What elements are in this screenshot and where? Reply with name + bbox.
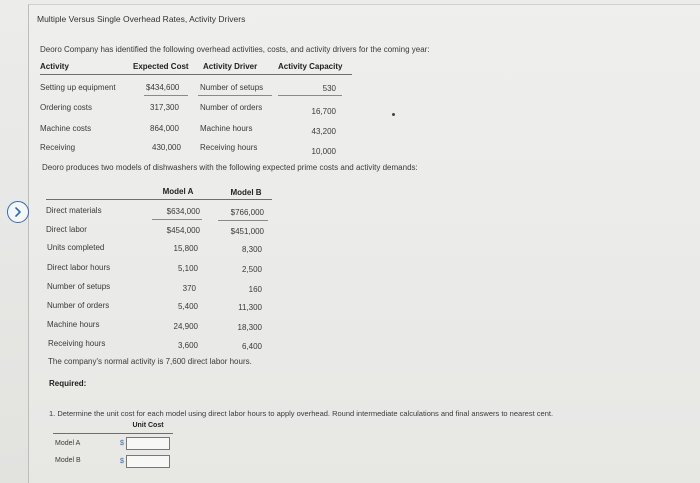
model-row-label: Number of setups bbox=[47, 282, 111, 291]
model-row-label: Direct labor bbox=[46, 225, 87, 234]
normal-activity-text: The company's normal activity is 7,600 direct labor hours. bbox=[48, 357, 252, 366]
model-row-label: Units completed bbox=[47, 243, 105, 252]
activity-cost: 864,000 bbox=[150, 124, 179, 133]
cell-underline bbox=[278, 95, 342, 96]
header-model-a: Model A bbox=[162, 187, 194, 196]
cell-underline bbox=[144, 95, 188, 96]
model-header-rule bbox=[46, 199, 272, 200]
activity-name: Machine costs bbox=[40, 124, 92, 133]
activity-name: Ordering costs bbox=[40, 103, 93, 112]
answer-header-rule bbox=[53, 433, 173, 434]
model-row-label: Direct materials bbox=[46, 206, 102, 215]
cell-underline bbox=[218, 220, 268, 221]
header-rule bbox=[40, 74, 352, 75]
question-1-text: 1. Determine the unit cost for each model using direct labor hours to apply overhead. Round intermediate calculations and final answers to nearest cent. bbox=[49, 409, 554, 418]
activity-capacity: 16,700 bbox=[311, 107, 336, 116]
model-row-label: Direct labor hours bbox=[47, 263, 111, 272]
answer-row-label: Model A bbox=[55, 440, 81, 447]
model-a-value: 3,600 bbox=[177, 341, 198, 350]
model-a-value: 5,100 bbox=[177, 264, 198, 273]
activity-cost: $434,600 bbox=[146, 83, 180, 92]
required-label: Required: bbox=[49, 379, 87, 388]
model-a-value: $454,000 bbox=[166, 226, 200, 235]
activity-driver: Receiving hours bbox=[200, 143, 258, 152]
model-b-value: $766,000 bbox=[230, 208, 264, 217]
model-row-label: Machine hours bbox=[47, 320, 100, 329]
cell-underline bbox=[152, 219, 202, 220]
model-a-unit-cost-input[interactable] bbox=[126, 437, 170, 450]
activity-capacity: 43,200 bbox=[311, 127, 336, 136]
chevron-right-icon bbox=[12, 206, 24, 218]
model-a-value: 370 bbox=[182, 284, 196, 293]
problem-title: Multiple Versus Single Overhead Rates, Activity Drivers bbox=[37, 14, 246, 24]
model-a-value: $634,000 bbox=[166, 207, 200, 216]
answer-row-label: Model B bbox=[55, 457, 81, 464]
activity-cost: 430,000 bbox=[152, 143, 181, 152]
activity-driver: Machine hours bbox=[200, 124, 253, 133]
header-model-b: Model B bbox=[230, 188, 262, 197]
activity-name: Receiving bbox=[40, 143, 76, 152]
currency-symbol: $ bbox=[120, 440, 124, 447]
model-b-value: 6,400 bbox=[241, 342, 262, 351]
activity-driver: Number of orders bbox=[200, 103, 263, 112]
header-expected-cost: Expected Cost bbox=[133, 62, 189, 71]
activity-capacity: 530 bbox=[322, 84, 336, 93]
model-a-value: 15,800 bbox=[173, 244, 198, 253]
models-intro-text: Deoro produces two models of dishwashers with the following expected prime costs and activity demands: bbox=[42, 163, 418, 172]
currency-symbol: $ bbox=[120, 458, 124, 465]
model-b-unit-cost-input[interactable] bbox=[126, 455, 170, 468]
model-row-label: Receiving hours bbox=[48, 339, 106, 348]
header-activity: Activity bbox=[40, 62, 69, 71]
activity-capacity: 10,000 bbox=[311, 147, 336, 156]
header-activity-driver: Activity Driver bbox=[203, 62, 258, 71]
activity-name: Setting up equipment bbox=[40, 83, 116, 92]
model-b-value: 18,300 bbox=[237, 323, 262, 332]
activity-cost: 317,300 bbox=[150, 103, 179, 112]
cell-underline bbox=[198, 95, 272, 96]
model-b-value: 160 bbox=[248, 285, 262, 294]
header-activity-capacity: Activity Capacity bbox=[278, 62, 343, 71]
model-b-value: $451,000 bbox=[230, 227, 264, 236]
activity-driver: Number of setups bbox=[200, 83, 264, 92]
model-a-value: 24,900 bbox=[173, 322, 198, 331]
expand-toggle-button[interactable] bbox=[7, 201, 29, 223]
model-a-value: 5,400 bbox=[177, 302, 198, 311]
intro-text: Deoro Company has identified the following overhead activities, costs, and activity drivers for the coming year: bbox=[40, 45, 430, 54]
model-row-label: Number of orders bbox=[47, 301, 110, 310]
model-b-value: 11,300 bbox=[238, 303, 262, 312]
stray-mark bbox=[392, 113, 395, 116]
unit-cost-header: Unit Cost bbox=[132, 422, 164, 429]
model-b-value: 2,500 bbox=[241, 265, 262, 274]
model-b-value: 8,300 bbox=[241, 245, 262, 254]
